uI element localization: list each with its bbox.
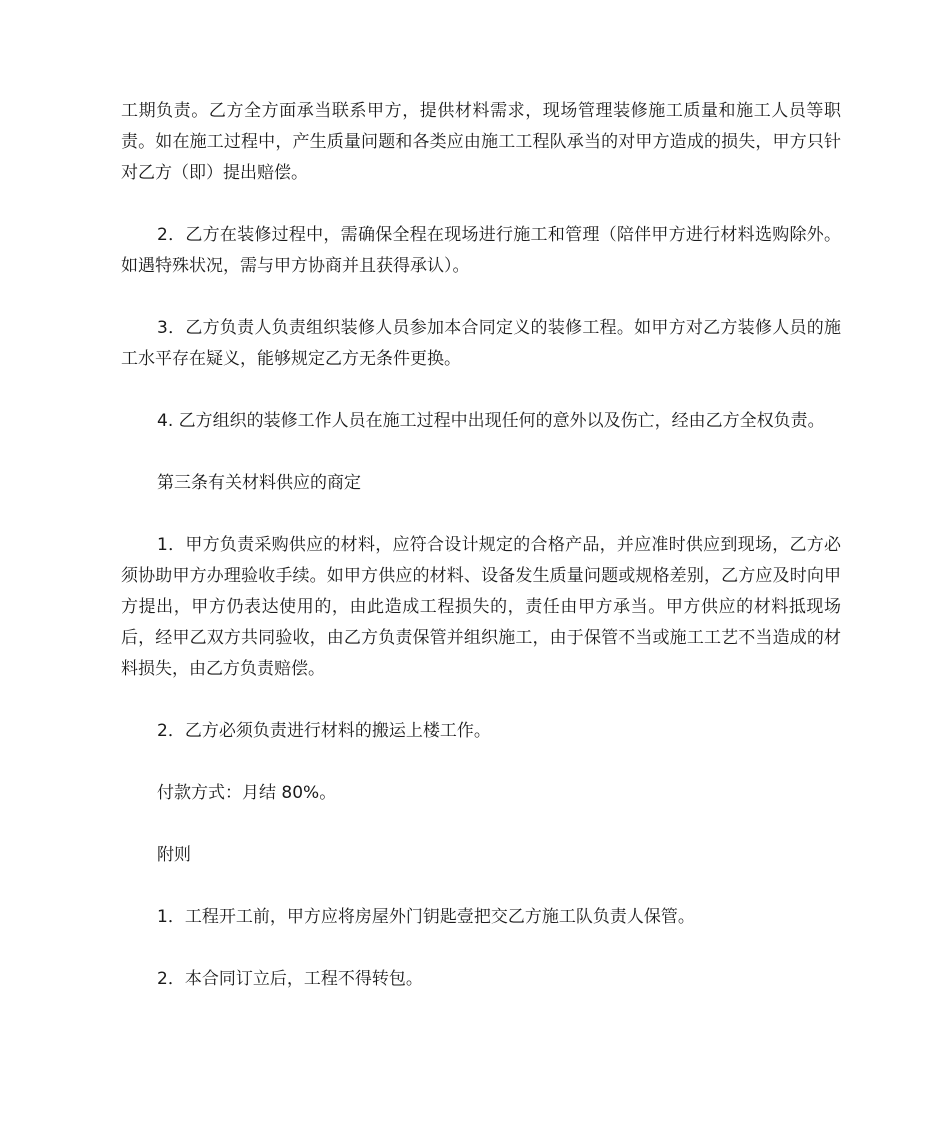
document-body (121, 96, 841, 1026)
paragraph-item-4: 4. 乙方组织的装修工作人员在施工过程中出现任何的意外以及伤亡，经由乙方全权负责。 (157, 411, 825, 431)
paragraph-continuation: 工期负责。乙方全方面承当联系甲方，提供材料需求，现场管理装修施工质量和施工人员等职责。如在施工过程中，产生质量问题和各类应由施工工程队承当的对甲方造成的损失，甲方只针对乙方（即）提出赔偿。 (121, 101, 841, 183)
section-heading-appendix: 附则 (157, 845, 191, 865)
paragraph-materials-2: 2．乙方必须负责进行材料的搬运上楼工作。 (157, 721, 491, 741)
paragraph-item-2: 2．乙方在装修过程中，需确保全程在现场进行施工和管理（陪伴甲方进行材料选购除外。如遇特殊状况，需与甲方协商并且获得承认）。 (121, 225, 841, 276)
paragraph-payment: 付款方式：月结 80%。 (157, 783, 337, 803)
paragraph-appendix-2: 2．本合同订立后，工程不得转包。 (157, 969, 423, 989)
paragraph-materials-1: 1．甲方负责采购供应的材料，应符合设计规定的合格产品，并应准时供应到现场，乙方必须协助甲方办理验收手续。如甲方供应的材料、设备发生质量问题或规格差别，乙方应及时向甲方提出，甲方仍表达使用的，由此造成工程损失的，责任由甲方承当。甲方供应的材料抵现场后，经甲乙双方共同验收，由乙方负责保管并组织施工，由于保管不当或施工工艺不当造成的材料损失，由乙方负责赔偿。 (121, 535, 841, 679)
paragraph-appendix-1: 1．工程开工前，甲方应将房屋外门钥匙壹把交乙方施工队负责人保管。 (157, 907, 695, 927)
paragraph-item-3: 3．乙方负责人负责组织装修人员参加本合同定义的装修工程。如甲方对乙方装修人员的施工水平存在疑义，能够规定乙方无条件更换。 (121, 318, 841, 369)
section-heading-materials: 第三条有关材料供应的商定 (157, 473, 361, 493)
